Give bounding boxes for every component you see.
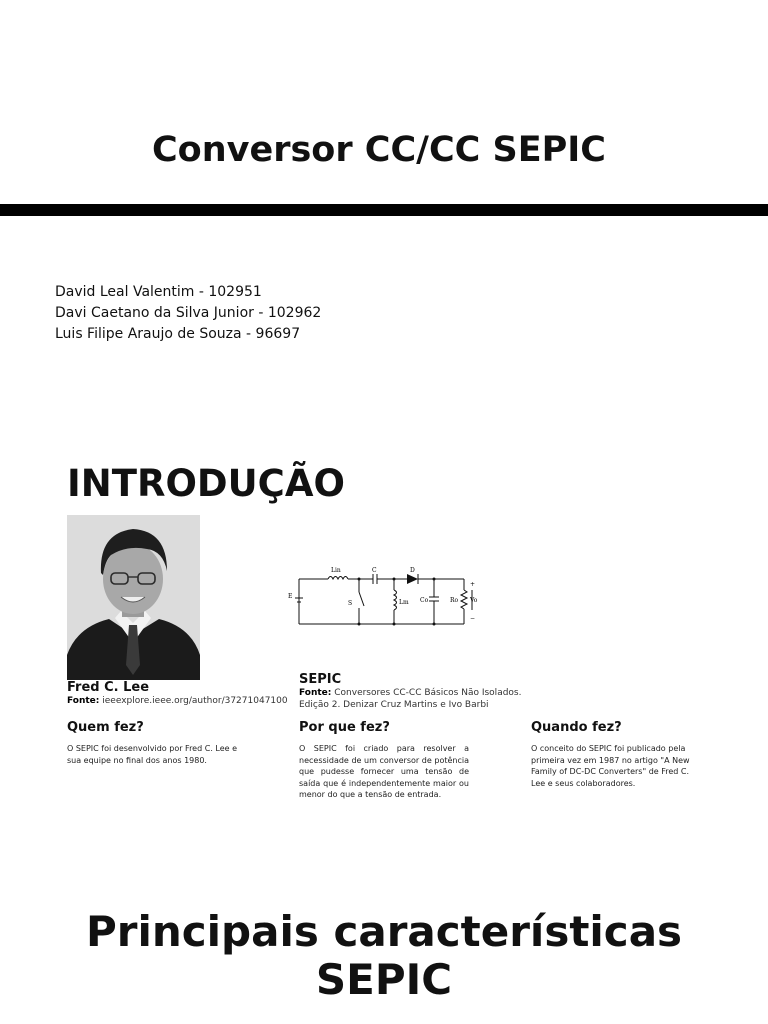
label-Vo: Vo	[470, 597, 478, 604]
label-Ro: Ro	[450, 597, 459, 604]
question-who-title: Quem fez?	[67, 720, 144, 735]
label-Lm: Lm	[399, 599, 409, 606]
portrait-image	[67, 515, 200, 680]
diode-symbol	[407, 574, 418, 584]
label-minus: −	[470, 615, 476, 622]
label-plus: +	[470, 581, 476, 588]
question-when-text: O conceito do SEPIC foi publicado pela primeira vez em 1987 no artigo "A New Family of DC-DC Converters" de Fred C. Lee e seus colaboradores.	[531, 744, 690, 788]
characteristics-heading-line2: SEPIC	[315, 955, 453, 1004]
title-divider	[0, 204, 768, 216]
sepic-circuit-diagram	[284, 562, 480, 632]
label-E: E	[288, 593, 293, 600]
label-S: S	[348, 600, 353, 607]
circuit-caption: SEPIC	[299, 672, 342, 687]
circuit-source	[299, 687, 521, 711]
photo-source-label: Fonte:	[67, 696, 100, 706]
label-D: D	[410, 567, 415, 574]
intro-heading: INTRODUÇÃO	[67, 462, 345, 505]
label-Co: Co	[420, 597, 429, 604]
characteristics-heading	[0, 908, 768, 1004]
circuit-source-line1: Conversores CC-CC Básicos Não Isolados.	[331, 688, 522, 698]
label-C: C	[372, 567, 377, 574]
question-why-text: O SEPIC foi criado para resolver a necessidade de um conversor de potência que pudesse fornecer uma tensão de saída que é independentemente maior ou menor do que a tensão de entrada.	[299, 744, 469, 799]
label-Lin: Lin	[331, 567, 341, 574]
photo-caption: Fred C. Lee	[67, 680, 150, 695]
question-when-title: Quando fez?	[531, 720, 622, 735]
circuit-schematic	[284, 562, 480, 632]
question-why-title: Por que fez?	[299, 720, 390, 735]
circuit-source-line2: Edição 2. Denizar Cruz Martins e Ivo Barbi	[299, 700, 489, 710]
circuit-source-label: Fonte:	[299, 688, 332, 698]
author-item: Luis Filipe Araujo de Souza - 96697	[55, 326, 301, 342]
page-title: Conversor CC/CC SEPIC	[152, 130, 606, 170]
characteristics-heading-line1: Principais características	[85, 907, 683, 956]
photo-source-text: ieeexplore.ieee.org/author/37271047100	[99, 696, 288, 706]
author-list	[55, 282, 321, 345]
author-item: David Leal Valentim - 102951	[55, 284, 262, 300]
author-item: Davi Caetano da Silva Junior - 102962	[55, 305, 322, 321]
question-who-text: O SEPIC foi desenvolvido por Fred C. Lee e sua equipe no final dos anos 1980.	[67, 744, 238, 765]
fred-lee-photo	[67, 515, 200, 680]
photo-source	[67, 695, 288, 707]
